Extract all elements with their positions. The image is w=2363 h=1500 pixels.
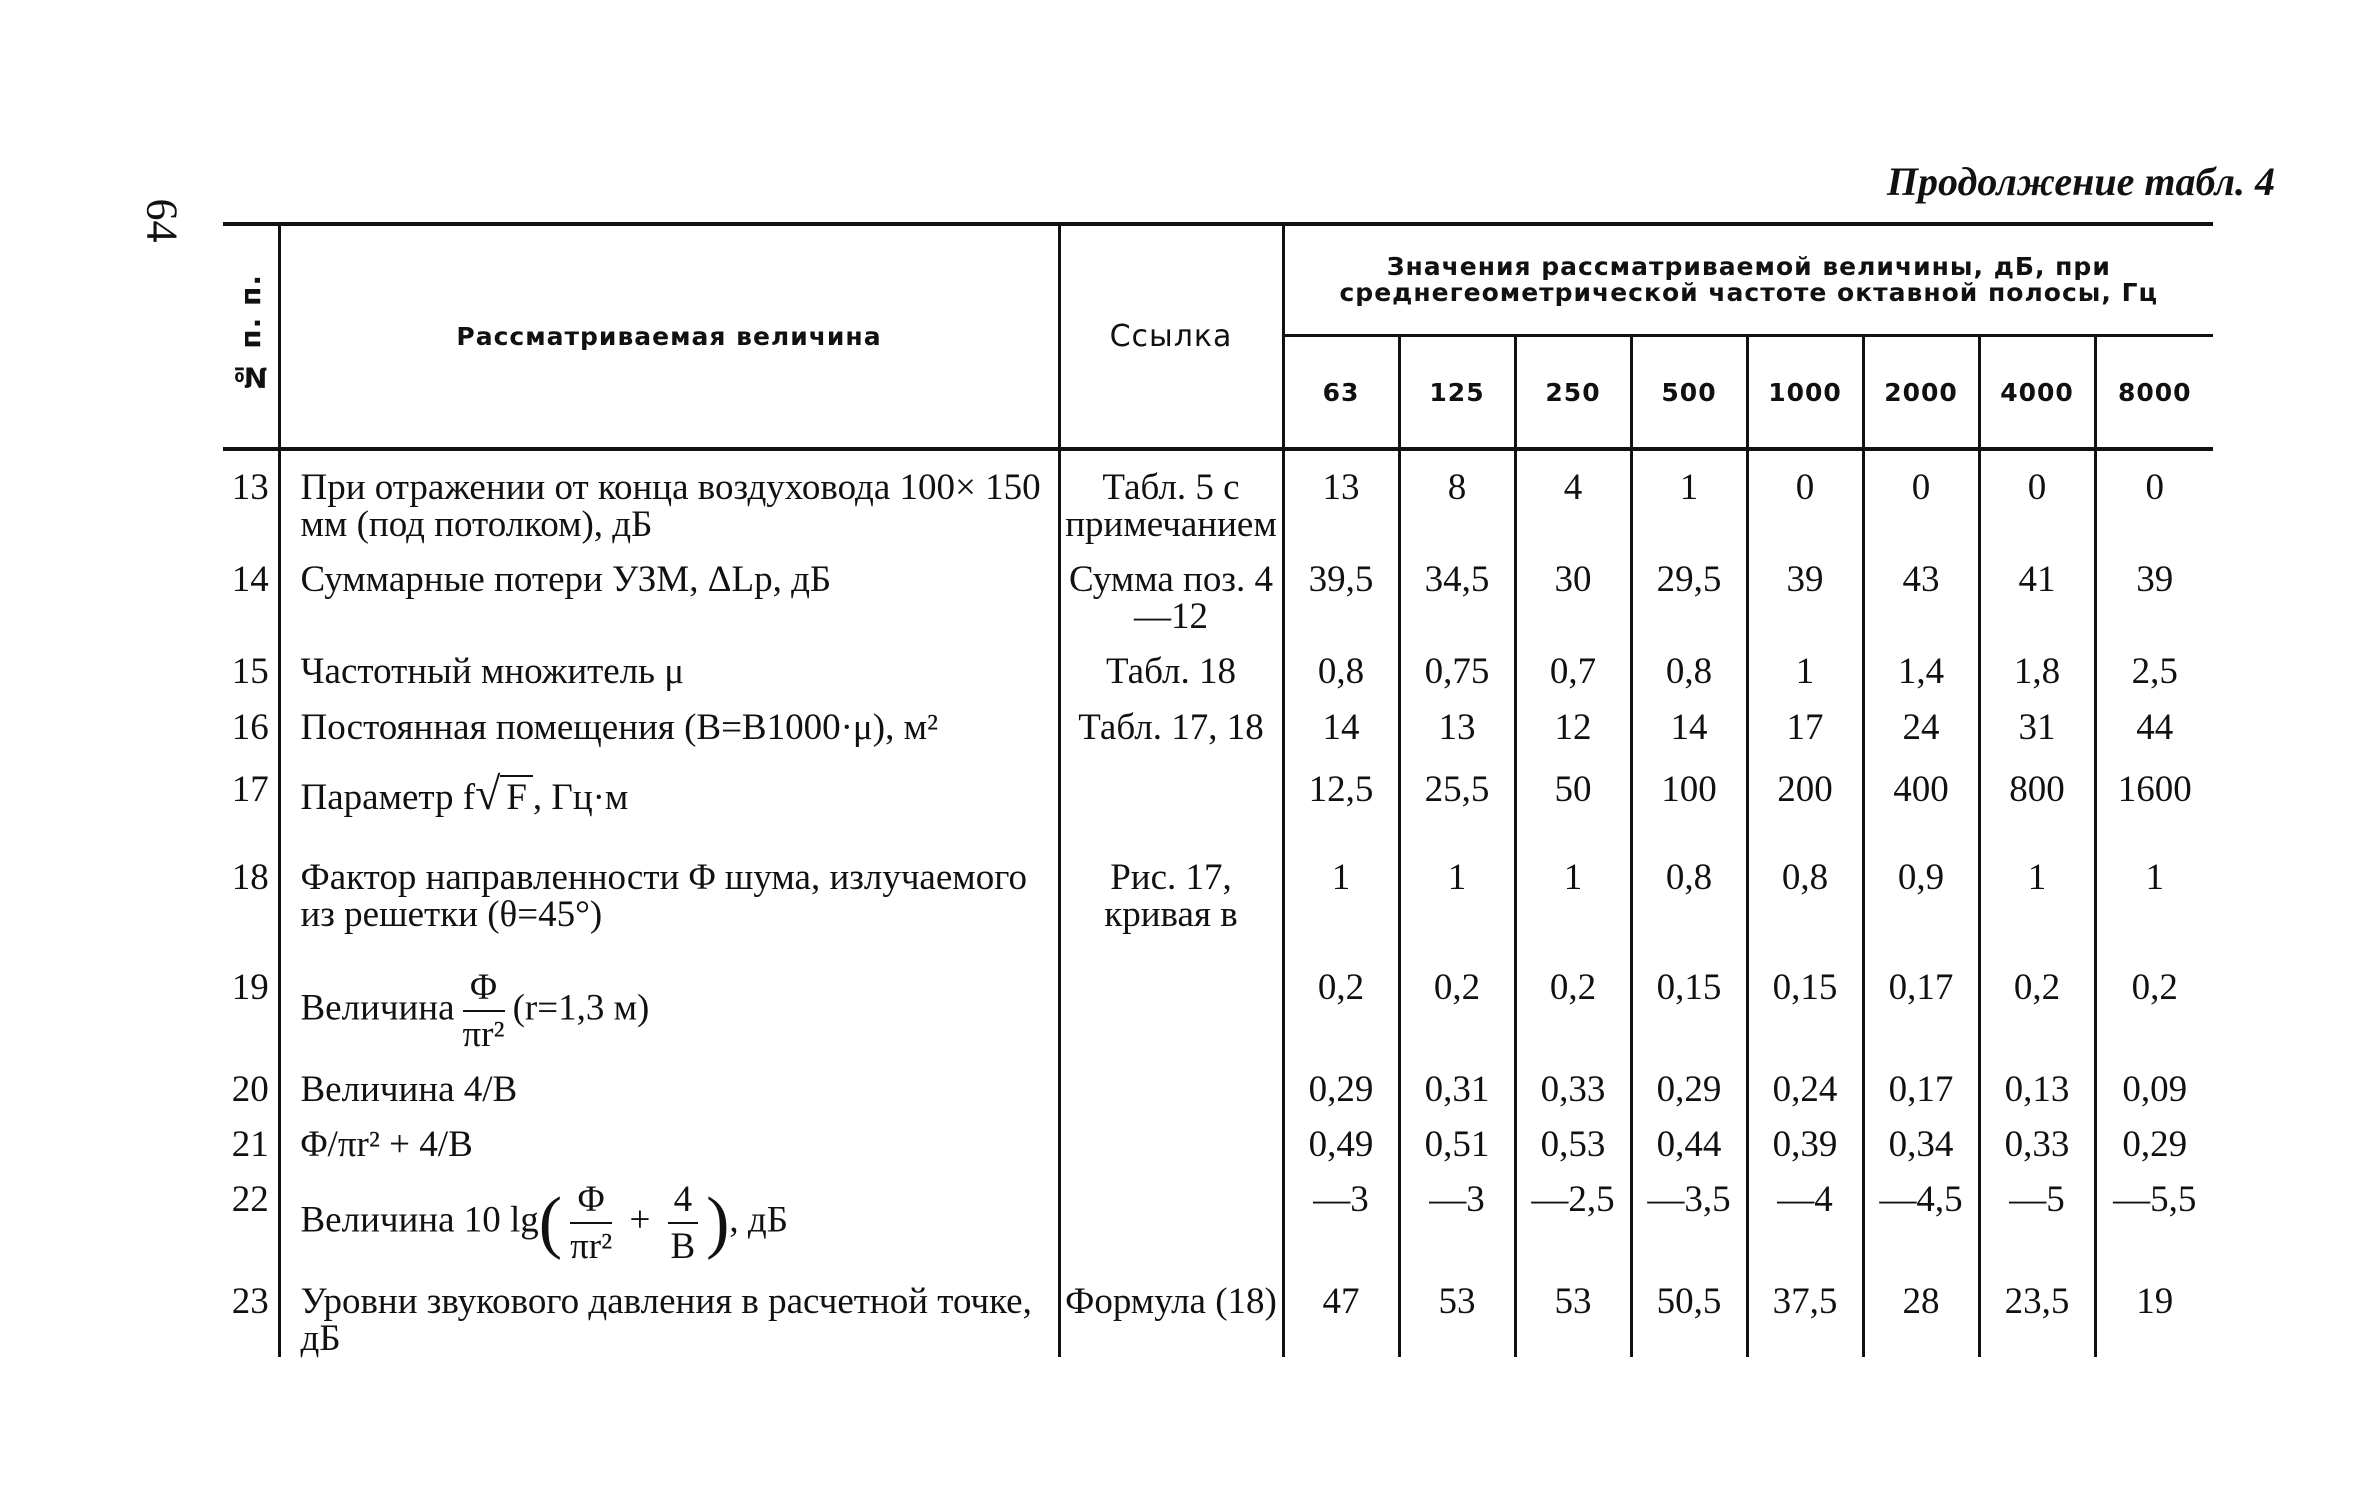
row-value: 0,39 (1747, 1108, 1863, 1163)
row-quantity: Параметр f√ F , Гц·м (279, 753, 1059, 841)
header-num: № п. п. (223, 224, 279, 449)
row-value: 0,2 (1283, 951, 1399, 1053)
row-value: 800 (1979, 753, 2095, 841)
table-row (223, 1163, 2213, 1265)
row-quantity: Частотный множитель μ (279, 635, 1059, 691)
table-row (223, 691, 2213, 753)
row-number: 23 (223, 1265, 279, 1357)
row-value: 1 (1283, 841, 1399, 951)
row-value: 17 (1747, 691, 1863, 753)
row-number: 13 (223, 449, 279, 543)
row-value: 0,44 (1631, 1108, 1747, 1163)
row-reference (1059, 1053, 1283, 1108)
table-row (223, 1053, 2213, 1108)
continuation-title: Продолжение табл. 4 (1886, 159, 2275, 204)
row-value: 39,5 (1283, 543, 1399, 635)
fraction: $\frac{4}{B}$ (668, 1181, 699, 1265)
row-number: 14 (223, 543, 279, 635)
row-value: 1,8 (1979, 635, 2095, 691)
fraction: $\frac{\Phi}{\text{πr²}}$ (570, 1179, 613, 1267)
row-value: 0,33 (1515, 1053, 1631, 1108)
row-value: 24 (1863, 691, 1979, 753)
row-value: 39 (1747, 543, 1863, 635)
name-suffix: (r=1,3 м) (512, 987, 650, 1029)
row-value: 0,24 (1747, 1053, 1863, 1108)
header-freq: 500 (1631, 336, 1747, 450)
row-value: 0,15 (1747, 951, 1863, 1053)
row-value: 28 (1863, 1265, 1979, 1357)
row-value: 0,2 (1979, 951, 2095, 1053)
table-row (223, 1108, 2213, 1163)
row-value: 0,8 (1631, 635, 1747, 691)
row-value: 53 (1399, 1265, 1515, 1357)
header-freq: 125 (1399, 336, 1515, 450)
row-value: 0,9 (1863, 841, 1979, 951)
row-quantity: Фактор направленности Φ шума, излучаемого из решетки (θ=45°) (279, 841, 1059, 951)
row-value: 14 (1631, 691, 1747, 753)
row-value: 50,5 (1631, 1265, 1747, 1357)
header-freq: 4000 (1979, 336, 2095, 450)
table-row (223, 449, 2213, 543)
header-values-group: Значения рассматриваемой величины, дБ, при среднегеометрической частоте октавной полосы, Гц (1283, 224, 2213, 336)
row-value: 0,17 (1863, 951, 1979, 1053)
row-reference: Сумма поз. 4—12 (1059, 543, 1283, 635)
row-reference: Табл. 5 с примечанием (1059, 449, 1283, 543)
row-value: 0,2 (1399, 951, 1515, 1053)
row-quantity: Постоянная помещения (B=B1000·μ), м² (279, 691, 1059, 753)
row-value: 0,33 (1979, 1108, 2095, 1163)
row-value: 14 (1283, 691, 1399, 753)
row-value: 200 (1747, 753, 1863, 841)
table-row (223, 841, 2213, 951)
row-quantity: При отражении от конца воздуховода 100× 150 мм (под потолком), дБ (279, 449, 1059, 543)
name-suffix: , Гц·м (532, 777, 629, 818)
row-reference (1059, 1163, 1283, 1265)
row-value: 0,53 (1515, 1108, 1631, 1163)
row-value: 0,09 (2122, 1069, 2188, 1110)
row-value: 43 (1863, 543, 1979, 635)
header-freq: 250 (1515, 336, 1631, 450)
row-value: 1 (1631, 449, 1747, 543)
row-value: 53 (1515, 1265, 1631, 1357)
row-value: 41 (1979, 543, 2095, 635)
row-value: 0,29 (2122, 1124, 2188, 1165)
row-value: 400 (1863, 753, 1979, 841)
row-value: 4 (1515, 449, 1631, 543)
row-value: 0 (1863, 449, 1979, 543)
row-value: 1 (2145, 857, 2165, 898)
row-value: —5 (1979, 1163, 2095, 1265)
row-value: 12 (1515, 691, 1631, 753)
row-value: 0,75 (1399, 635, 1515, 691)
row-value: 0,8 (1631, 841, 1747, 951)
table-row (223, 543, 2213, 635)
row-value: 2,5 (2131, 651, 2178, 692)
row-value: —2,5 (1515, 1163, 1631, 1265)
row-reference: Рис. 17, кривая в (1059, 841, 1283, 951)
radicand: F (500, 775, 533, 818)
row-value: 19 (2136, 1281, 2174, 1322)
row-value: 1 (1747, 635, 1863, 691)
row-value: 39 (2136, 559, 2174, 600)
row-value: 0,29 (1283, 1053, 1399, 1108)
row-number: 18 (223, 841, 279, 951)
row-value: 1 (1979, 841, 2095, 951)
header-ref: Ссылка (1059, 224, 1283, 449)
row-value: 13 (1399, 691, 1515, 753)
row-value: 1,4 (1863, 635, 1979, 691)
name-prefix: Величина 10 lg (300, 1199, 539, 1241)
row-number: 17 (223, 753, 279, 841)
row-value: 0,7 (1515, 635, 1631, 691)
row-reference (1059, 1108, 1283, 1163)
table-row (223, 753, 2213, 841)
row-value: 12,5 (1283, 753, 1399, 841)
row-value: —5,5 (2113, 1179, 2197, 1220)
row-value: 1600 (2117, 769, 2192, 810)
row-reference: Формула (18) (1059, 1265, 1283, 1357)
row-value: 0,34 (1863, 1108, 1979, 1163)
row-value: 13 (1283, 449, 1399, 543)
row-value: 0,29 (1631, 1053, 1747, 1108)
page-number: 64 (137, 198, 187, 243)
table-row (223, 951, 2213, 1053)
row-value: —3 (1399, 1163, 1515, 1265)
row-number: 16 (223, 691, 279, 753)
row-value: 0,2 (2131, 967, 2178, 1008)
data-table (223, 222, 2213, 1357)
row-number: 15 (223, 635, 279, 691)
name-prefix: Величина (300, 987, 455, 1029)
row-reference (1059, 951, 1283, 1053)
row-reference: Табл. 18 (1059, 635, 1283, 691)
row-value: —4,5 (1863, 1163, 1979, 1265)
header-freq: 63 (1283, 336, 1399, 450)
row-value: 0,8 (1747, 841, 1863, 951)
row-value: 8 (1399, 449, 1515, 543)
row-value: —4 (1747, 1163, 1863, 1265)
row-value: —3 (1283, 1163, 1399, 1265)
row-value: 1 (1515, 841, 1631, 951)
row-value: 0,51 (1399, 1108, 1515, 1163)
row-quantity: Уровни звукового давления в расчетной точке, дБ (279, 1265, 1059, 1357)
table-row (223, 1265, 2213, 1357)
name-suffix: , дБ (729, 1199, 788, 1241)
row-reference (1059, 753, 1283, 841)
row-number: 22 (223, 1163, 279, 1265)
row-value: 1 (1399, 841, 1515, 951)
row-value: 0,8 (1283, 635, 1399, 691)
row-value: 47 (1283, 1265, 1399, 1357)
row-value: 0,2 (1515, 951, 1631, 1053)
row-quantity: Суммарные потери УЗМ, ΔLp, дБ (279, 543, 1059, 635)
header-freq: 1000 (1747, 336, 1863, 450)
row-value: 34,5 (1399, 543, 1515, 635)
row-value: 23,5 (1979, 1265, 2095, 1357)
name-prefix: Параметр f (300, 777, 476, 818)
fraction: $\frac{\Phi}{\text{πr²}}$ (462, 967, 505, 1055)
row-number: 21 (223, 1108, 279, 1163)
table-row (223, 635, 2213, 691)
row-value: 0,15 (1631, 951, 1747, 1053)
row-value: 30 (1515, 543, 1631, 635)
header-name: Рассматриваемая величина (279, 224, 1059, 449)
row-value: 44 (2136, 707, 2174, 748)
row-value: 100 (1631, 753, 1747, 841)
row-value: 0 (2145, 467, 2165, 508)
row-quantity: Величина 4/B (279, 1053, 1059, 1108)
header-freq: 2000 (1863, 336, 1979, 450)
row-value: 0,31 (1399, 1053, 1515, 1108)
row-quantity: Φ/πr² + 4/B (279, 1108, 1059, 1163)
row-reference: Табл. 17, 18 (1059, 691, 1283, 753)
row-number: 20 (223, 1053, 279, 1108)
row-value: 0,13 (1979, 1053, 2095, 1108)
row-quantity: Величина 10 lg( $\frac{\Phi}{\text{πr²}}$ + $\frac{4}{B}$ ), дБ (279, 1163, 1059, 1265)
row-value: 37,5 (1747, 1265, 1863, 1357)
row-quantity (279, 951, 1059, 1053)
row-value: —3,5 (1631, 1163, 1747, 1265)
row-value: 0,49 (1283, 1108, 1399, 1163)
row-value: 0 (1979, 449, 2095, 543)
header-freq: 8000 (2095, 336, 2213, 450)
row-number: 19 (223, 951, 279, 1053)
row-value: 31 (1979, 691, 2095, 753)
row-value: 50 (1515, 753, 1631, 841)
row-value: 29,5 (1631, 543, 1747, 635)
row-value: 0 (1747, 449, 1863, 543)
row-value: 25,5 (1399, 753, 1515, 841)
row-value: 0,17 (1863, 1053, 1979, 1108)
